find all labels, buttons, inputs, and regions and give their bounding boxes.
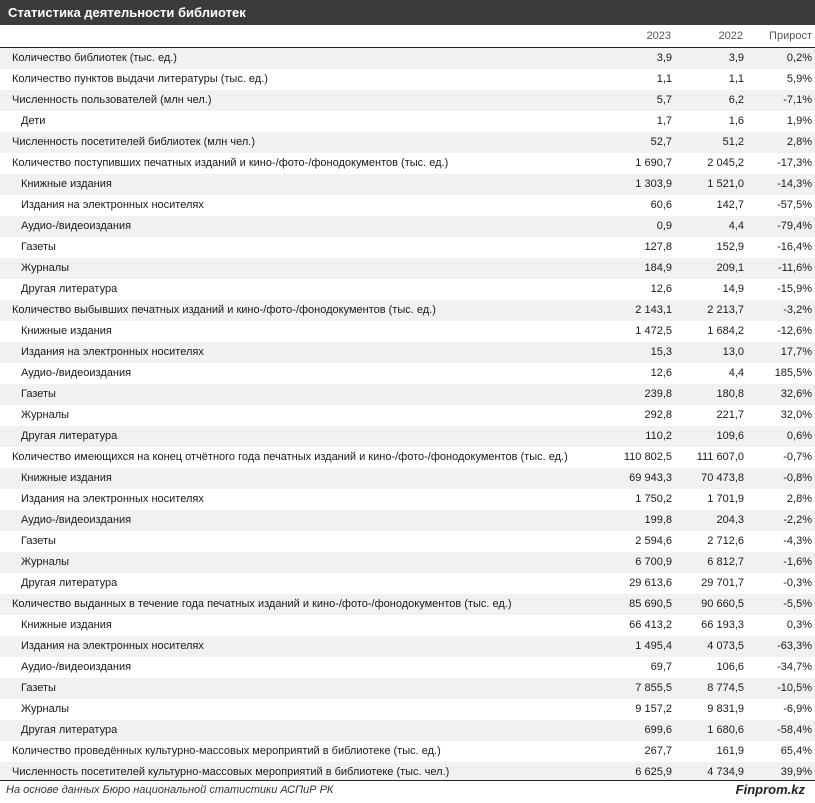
growth-value: -5,5% xyxy=(744,594,815,615)
value-2023: 6 700,9 xyxy=(600,552,672,573)
value-2022: 4,4 xyxy=(672,363,744,384)
growth-value: -16,4% xyxy=(744,237,815,258)
table-row xyxy=(0,195,815,216)
value-2023: 0,9 xyxy=(600,216,672,237)
value-2022: 1,1 xyxy=(672,69,744,90)
value-2022: 106,6 xyxy=(672,657,744,678)
table-row xyxy=(0,489,815,510)
row-label: Количество имеющихся на конец отчётного года печатных изданий и кино-/фото-/фонодокументов (тыс. ед.) xyxy=(0,447,600,468)
value-2023: 6 625,9 xyxy=(600,762,672,783)
value-2022: 204,3 xyxy=(672,510,744,531)
row-label: Количество библиотек (тыс. ед.) xyxy=(0,48,600,70)
value-2022: 142,7 xyxy=(672,195,744,216)
value-2022: 4 734,9 xyxy=(672,762,744,783)
growth-value: -1,6% xyxy=(744,552,815,573)
growth-value: 0,6% xyxy=(744,426,815,447)
header-2022: 2022 xyxy=(672,25,744,48)
value-2023: 29 613,6 xyxy=(600,573,672,594)
growth-value: -7,1% xyxy=(744,90,815,111)
growth-value: -17,3% xyxy=(744,153,815,174)
growth-value: 32,0% xyxy=(744,405,815,426)
row-label: Численность пользователей (млн чел.) xyxy=(0,90,600,111)
row-label: Журналы xyxy=(0,258,600,279)
row-label: Книжные издания xyxy=(0,468,600,489)
row-label: Количество пунктов выдачи литературы (тыс. ед.) xyxy=(0,69,600,90)
value-2023: 2 143,1 xyxy=(600,300,672,321)
growth-value: 39,9% xyxy=(744,762,815,783)
library-statistics-table xyxy=(0,25,815,783)
growth-value: -34,7% xyxy=(744,657,815,678)
value-2023: 1 495,4 xyxy=(600,636,672,657)
row-label: Газеты xyxy=(0,384,600,405)
value-2023: 1,1 xyxy=(600,69,672,90)
value-2022: 152,9 xyxy=(672,237,744,258)
value-2022: 1 680,6 xyxy=(672,720,744,741)
table-title: Статистика деятельности библиотек xyxy=(0,0,815,25)
value-2023: 2 594,6 xyxy=(600,531,672,552)
value-2023: 110,2 xyxy=(600,426,672,447)
table-row xyxy=(0,636,815,657)
value-2022: 4 073,5 xyxy=(672,636,744,657)
growth-value: -0,7% xyxy=(744,447,815,468)
table-row xyxy=(0,300,815,321)
growth-value: -2,2% xyxy=(744,510,815,531)
table-row xyxy=(0,237,815,258)
growth-value: 1,9% xyxy=(744,111,815,132)
source-note: На основе данных Бюро национальной статистики АСПиР РК xyxy=(6,784,334,796)
value-2022: 180,8 xyxy=(672,384,744,405)
header-label-cell xyxy=(0,25,600,48)
value-2022: 29 701,7 xyxy=(672,573,744,594)
value-2023: 184,9 xyxy=(600,258,672,279)
growth-value: 2,8% xyxy=(744,489,815,510)
row-label: Издания на электронных носителях xyxy=(0,195,600,216)
value-2022: 111 607,0 xyxy=(672,447,744,468)
growth-value: -15,9% xyxy=(744,279,815,300)
value-2023: 12,6 xyxy=(600,363,672,384)
table-row xyxy=(0,363,815,384)
growth-value: 65,4% xyxy=(744,741,815,762)
table-row xyxy=(0,405,815,426)
value-2023: 15,3 xyxy=(600,342,672,363)
value-2023: 199,8 xyxy=(600,510,672,531)
row-label: Другая литература xyxy=(0,573,600,594)
value-2023: 69 943,3 xyxy=(600,468,672,489)
row-label: Аудио-/видеоиздания xyxy=(0,657,600,678)
growth-value: -4,3% xyxy=(744,531,815,552)
growth-value: -58,4% xyxy=(744,720,815,741)
table-row xyxy=(0,174,815,195)
table-row xyxy=(0,111,815,132)
row-label: Книжные издания xyxy=(0,174,600,195)
row-label: Журналы xyxy=(0,405,600,426)
row-label: Журналы xyxy=(0,699,600,720)
table-row xyxy=(0,384,815,405)
value-2023: 7 855,5 xyxy=(600,678,672,699)
header-growth: Прирост xyxy=(744,25,815,48)
row-label: Издания на электронных носителях xyxy=(0,489,600,510)
value-2022: 109,6 xyxy=(672,426,744,447)
value-2023: 85 690,5 xyxy=(600,594,672,615)
value-2023: 5,7 xyxy=(600,90,672,111)
value-2022: 14,9 xyxy=(672,279,744,300)
row-label: Книжные издания xyxy=(0,321,600,342)
value-2023: 267,7 xyxy=(600,741,672,762)
header-2023: 2023 xyxy=(600,25,672,48)
value-2022: 1 521,0 xyxy=(672,174,744,195)
growth-value: -14,3% xyxy=(744,174,815,195)
value-2022: 2 045,2 xyxy=(672,153,744,174)
value-2022: 161,9 xyxy=(672,741,744,762)
growth-value: 5,9% xyxy=(744,69,815,90)
value-2022: 2 712,6 xyxy=(672,531,744,552)
value-2022: 13,0 xyxy=(672,342,744,363)
value-2023: 110 802,5 xyxy=(600,447,672,468)
growth-value: 0,3% xyxy=(744,615,815,636)
value-2023: 12,6 xyxy=(600,279,672,300)
table-header xyxy=(0,25,815,48)
table-row xyxy=(0,573,815,594)
value-2023: 1 690,7 xyxy=(600,153,672,174)
growth-value: -3,2% xyxy=(744,300,815,321)
table-row xyxy=(0,741,815,762)
table-row xyxy=(0,153,815,174)
row-label: Количество проведённых культурно-массовых мероприятий в библиотеке (тыс. ед.) xyxy=(0,741,600,762)
row-label: Численность посетителей культурно-массовых мероприятий в библиотеке (тыс. чел.) xyxy=(0,762,600,783)
value-2023: 1,7 xyxy=(600,111,672,132)
table-row xyxy=(0,531,815,552)
value-2022: 6,2 xyxy=(672,90,744,111)
row-label: Другая литература xyxy=(0,720,600,741)
growth-value: -63,3% xyxy=(744,636,815,657)
value-2023: 66 413,2 xyxy=(600,615,672,636)
row-label: Газеты xyxy=(0,678,600,699)
value-2023: 1 303,9 xyxy=(600,174,672,195)
value-2023: 3,9 xyxy=(600,48,672,70)
growth-value: 0,2% xyxy=(744,48,815,70)
row-label: Аудио-/видеоиздания xyxy=(0,510,600,531)
value-2022: 8 774,5 xyxy=(672,678,744,699)
table-row xyxy=(0,657,815,678)
table-row xyxy=(0,132,815,153)
row-label: Дети xyxy=(0,111,600,132)
table-row xyxy=(0,216,815,237)
footer xyxy=(0,780,815,803)
row-label: Численность посетителей библиотек (млн чел.) xyxy=(0,132,600,153)
row-label: Издания на электронных носителях xyxy=(0,342,600,363)
table-row xyxy=(0,447,815,468)
value-2022: 6 812,7 xyxy=(672,552,744,573)
value-2022: 9 831,9 xyxy=(672,699,744,720)
table-row xyxy=(0,678,815,699)
table-row xyxy=(0,90,815,111)
value-2022: 90 660,5 xyxy=(672,594,744,615)
table-row xyxy=(0,48,815,70)
table-row xyxy=(0,699,815,720)
row-label: Журналы xyxy=(0,552,600,573)
table-row xyxy=(0,426,815,447)
table-row xyxy=(0,342,815,363)
value-2022: 1,6 xyxy=(672,111,744,132)
row-label: Издания на электронных носителях xyxy=(0,636,600,657)
value-2023: 1 472,5 xyxy=(600,321,672,342)
growth-value: -6,9% xyxy=(744,699,815,720)
table-row xyxy=(0,69,815,90)
value-2023: 292,8 xyxy=(600,405,672,426)
table-row xyxy=(0,615,815,636)
growth-value: -11,6% xyxy=(744,258,815,279)
value-2022: 70 473,8 xyxy=(672,468,744,489)
value-2022: 4,4 xyxy=(672,216,744,237)
growth-value: -79,4% xyxy=(744,216,815,237)
growth-value: -0,3% xyxy=(744,573,815,594)
value-2023: 69,7 xyxy=(600,657,672,678)
row-label: Газеты xyxy=(0,531,600,552)
table-row xyxy=(0,552,815,573)
table-row xyxy=(0,594,815,615)
row-label: Книжные издания xyxy=(0,615,600,636)
table-row xyxy=(0,321,815,342)
brand-logo: Finprom.kz xyxy=(735,782,805,797)
row-label: Аудио-/видеоиздания xyxy=(0,363,600,384)
table-row xyxy=(0,279,815,300)
row-label: Аудио-/видеоиздания xyxy=(0,216,600,237)
row-label: Газеты xyxy=(0,237,600,258)
growth-value: 185,5% xyxy=(744,363,815,384)
row-label: Количество выбывших печатных изданий и кино-/фото-/фонодокументов (тыс. ед.) xyxy=(0,300,600,321)
value-2022: 51,2 xyxy=(672,132,744,153)
value-2022: 3,9 xyxy=(672,48,744,70)
value-2022: 1 701,9 xyxy=(672,489,744,510)
value-2023: 1 750,2 xyxy=(600,489,672,510)
row-label: Количество поступивших печатных изданий и кино-/фото-/фонодокументов (тыс. ед.) xyxy=(0,153,600,174)
table-row xyxy=(0,258,815,279)
value-2022: 209,1 xyxy=(672,258,744,279)
row-label: Количество выданных в течение года печатных изданий и кино-/фото-/фонодокументов (тыс. ед.) xyxy=(0,594,600,615)
value-2023: 127,8 xyxy=(600,237,672,258)
table-row xyxy=(0,468,815,489)
value-2022: 66 193,3 xyxy=(672,615,744,636)
table-body xyxy=(0,48,815,784)
value-2023: 239,8 xyxy=(600,384,672,405)
value-2023: 52,7 xyxy=(600,132,672,153)
value-2022: 1 684,2 xyxy=(672,321,744,342)
growth-value: 17,7% xyxy=(744,342,815,363)
value-2023: 699,6 xyxy=(600,720,672,741)
growth-value: -57,5% xyxy=(744,195,815,216)
value-2022: 2 213,7 xyxy=(672,300,744,321)
table-row xyxy=(0,720,815,741)
growth-value: -10,5% xyxy=(744,678,815,699)
growth-value: 32,6% xyxy=(744,384,815,405)
value-2022: 221,7 xyxy=(672,405,744,426)
value-2023: 60,6 xyxy=(600,195,672,216)
table-row xyxy=(0,510,815,531)
growth-value: -12,6% xyxy=(744,321,815,342)
row-label: Другая литература xyxy=(0,279,600,300)
growth-value: -0,8% xyxy=(744,468,815,489)
value-2023: 9 157,2 xyxy=(600,699,672,720)
row-label: Другая литература xyxy=(0,426,600,447)
growth-value: 2,8% xyxy=(744,132,815,153)
